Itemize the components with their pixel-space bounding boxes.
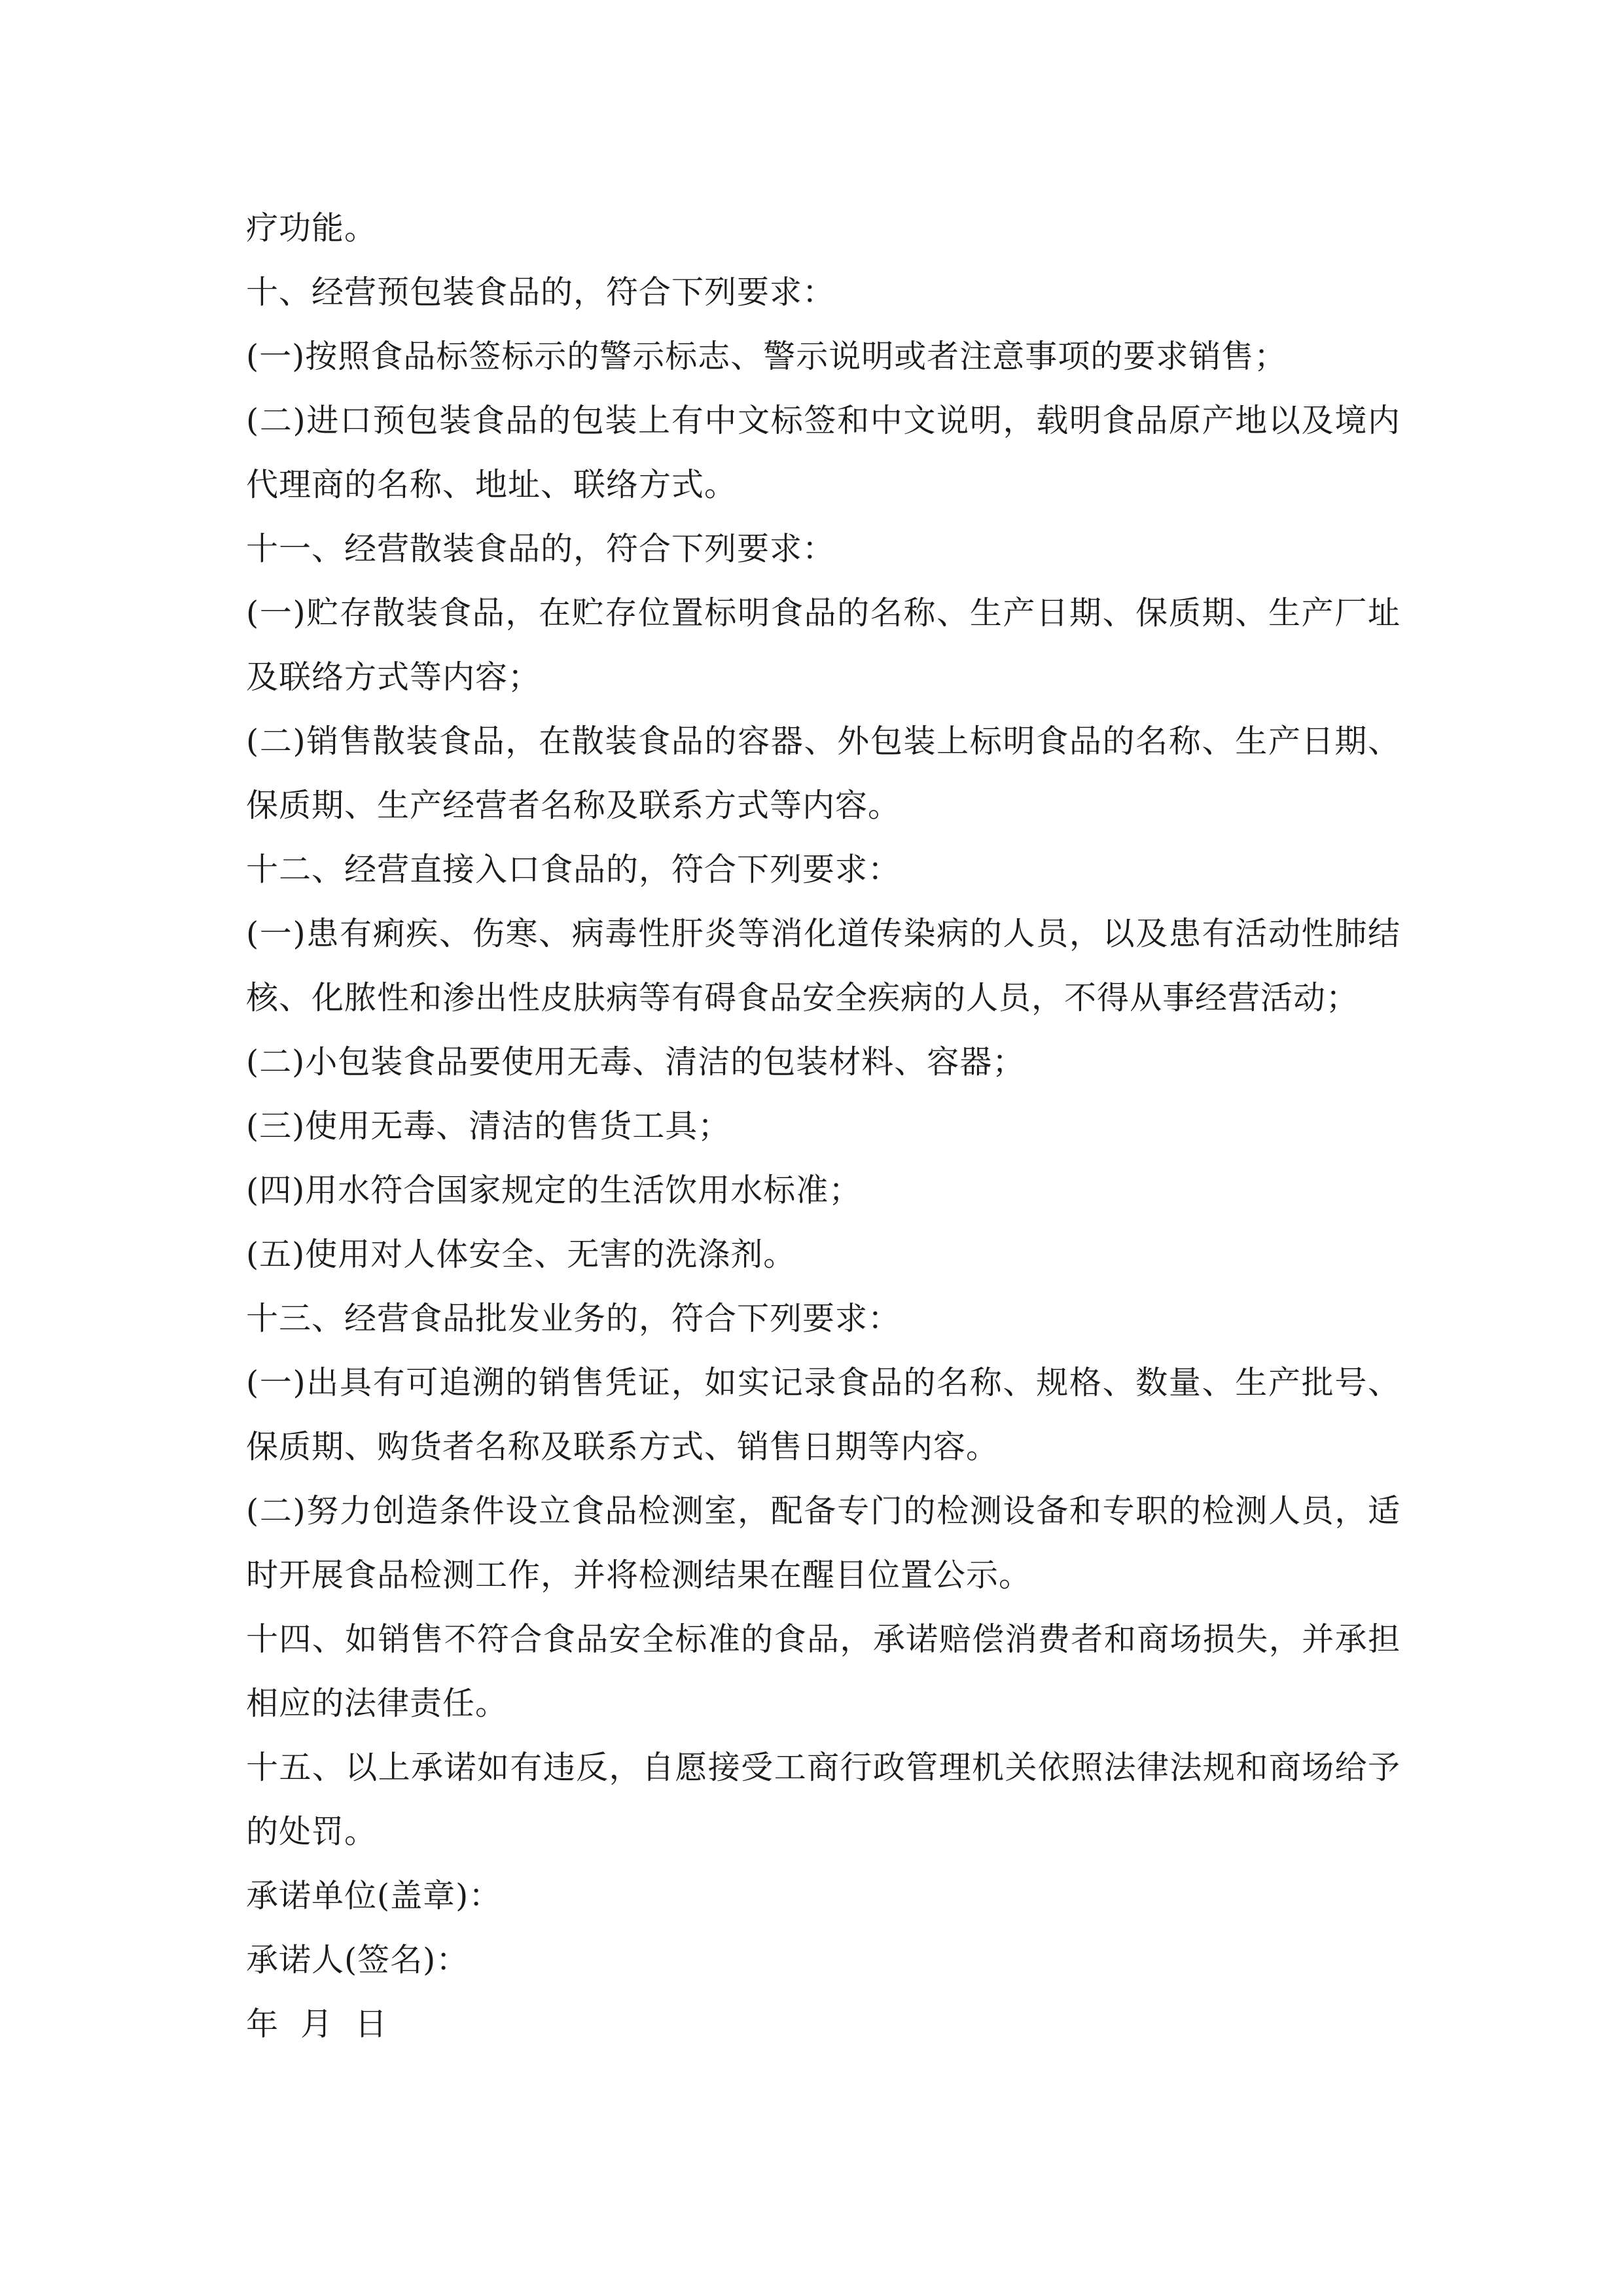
paragraph-continuation: 疗功能。: [246, 209, 378, 247]
signature-date-label: 年 月 日: [246, 2005, 388, 2043]
section-11-item-1: (一)贮存散装食品，在贮存位置标明食品的名称、生产日期、保质期、生产厂址及联络方式等内容；: [246, 594, 1400, 696]
signature-unit-label: 承诺单位(盖章)：: [246, 1877, 502, 1914]
section-10-item-1: (一)按照食品标签标示的警示标志、警示说明或者注意事项的要求销售；: [246, 338, 1287, 375]
section-13-heading: 十三、经营食品批发业务的，符合下列要求：: [246, 1300, 901, 1337]
section-12-item-5: (五)使用对人体安全、无害的洗涤剂。: [246, 1236, 796, 1273]
section-12-item-3: (三)使用无毒、清洁的售货工具；: [246, 1107, 731, 1145]
document-body: [246, 196, 1400, 2056]
section-13-item-1: (一)出具有可追溯的销售凭证，如实记录食品的名称、规格、数量、生产批号、保质期、购货者名称及联系方式、销售日期等内容。: [246, 1364, 1400, 1465]
signature-person-label: 承诺人(签名)：: [246, 1941, 469, 1979]
section-13-item-2: (二)努力创造条件设立食品检测室，配备专门的检测设备和专职的检测人员，适时开展食品检测工作，并将检测结果在醒目位置公示。: [246, 1492, 1400, 1594]
section-12-item-1: (一)患有痢疾、伤寒、病毒性肝炎等消化道传染病的人员，以及患有活动性肺结核、化脓性和渗出性皮肤病等有碍食品安全疾病的人员，不得从事经营活动；: [246, 915, 1400, 1016]
section-12-item-2: (二)小包装食品要使用无毒、清洁的包装材料、容器；: [246, 1043, 1026, 1081]
section-11-heading: 十一、经营散装食品的，符合下列要求：: [246, 530, 836, 567]
section-11-item-2: (二)销售散装食品，在散装食品的容器、外包装上标明食品的名称、生产日期、保质期、生产经营者名称及联系方式等内容。: [246, 723, 1400, 824]
section-15-paragraph: 十五、以上承诺如有违反，自愿接受工商行政管理机关依照法律法规和商场给予的处罚。: [246, 1749, 1400, 1850]
section-12-item-4: (四)用水符合国家规定的生活饮用水标准；: [246, 1172, 862, 1209]
section-10-item-2: (二)进口预包装食品的包装上有中文标签和中文说明，载明食品原产地以及境内代理商的名称、地址、联络方式。: [246, 402, 1400, 503]
section-12-heading: 十二、经营直接入口食品的，符合下列要求：: [246, 851, 901, 888]
section-10-heading: 十、经营预包装食品的，符合下列要求：: [246, 274, 836, 311]
section-14-paragraph: 十四、如销售不符合食品安全标准的食品，承诺赔偿消费者和商场损失，并承担相应的法律责任。: [246, 1621, 1400, 1722]
